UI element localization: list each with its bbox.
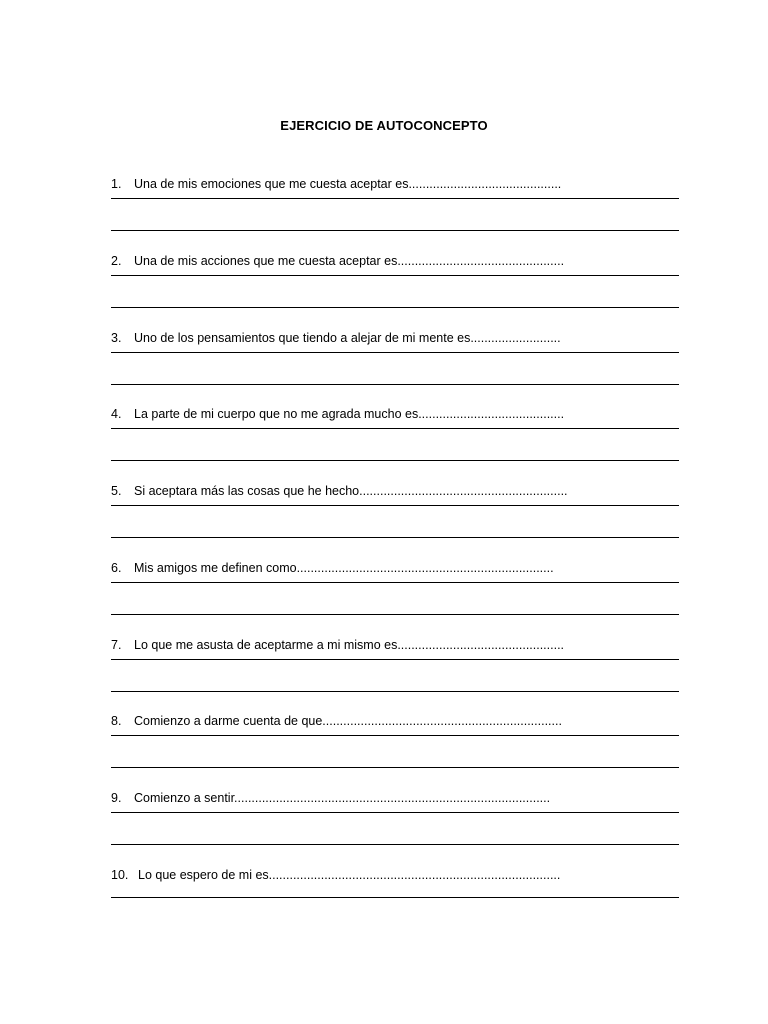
question-item-3 (111, 330, 679, 406)
question-prompt: Una de mis acciones que me cuesta aceptar es................................................ (134, 254, 565, 268)
question-number: 10. (111, 868, 129, 882)
answer-line[interactable] (111, 230, 679, 231)
answer-line[interactable] (111, 352, 679, 353)
question-item-10 (111, 867, 679, 943)
question-item-8 (111, 713, 679, 789)
question-number: 5. (111, 484, 122, 498)
question-number: 7. (111, 638, 122, 652)
question-text (111, 713, 562, 729)
question-number: 1. (111, 177, 122, 191)
question-prompt: Si aceptara más las cosas que he hecho............................................................ (134, 484, 568, 498)
question-item-2 (111, 253, 679, 329)
question-item-1 (111, 176, 679, 252)
question-prompt: Comienzo a sentir........................................................................................... (134, 791, 551, 805)
answer-line[interactable] (111, 582, 679, 583)
answer-line[interactable] (111, 384, 679, 385)
question-prompt: Lo que espero de mi es.................................................................................... (138, 868, 561, 882)
answer-line[interactable] (111, 307, 679, 308)
question-text (111, 867, 560, 883)
answer-line[interactable] (111, 897, 679, 898)
answer-line[interactable] (111, 614, 679, 615)
question-text (111, 406, 564, 422)
question-prompt: Uno de los pensamientos que tiendo a alejar de mi mente es.......................... (134, 331, 561, 345)
question-prompt: Comienzo a darme cuenta de que..................................................................... (134, 714, 562, 728)
answer-line[interactable] (111, 659, 679, 660)
question-prompt: Lo que me asusta de aceptarme a mi mismo es................................................ (134, 638, 565, 652)
question-item-4 (111, 406, 679, 482)
answer-line[interactable] (111, 198, 679, 199)
question-item-9 (111, 790, 679, 866)
answer-line[interactable] (111, 691, 679, 692)
question-number: 9. (111, 791, 122, 805)
question-text (111, 637, 564, 653)
answer-line[interactable] (111, 812, 679, 813)
answer-line[interactable] (111, 767, 679, 768)
question-prompt: Una de mis emociones que me cuesta aceptar es............................................ (134, 177, 562, 191)
question-number: 8. (111, 714, 122, 728)
answer-line[interactable] (111, 460, 679, 461)
answer-line[interactable] (111, 275, 679, 276)
answer-line[interactable] (111, 428, 679, 429)
answer-line[interactable] (111, 505, 679, 506)
question-number: 3. (111, 331, 122, 345)
question-text (111, 790, 550, 806)
answer-line[interactable] (111, 537, 679, 538)
question-number: 6. (111, 561, 122, 575)
question-prompt: Mis amigos me definen como.......................................................................... (134, 561, 554, 575)
question-number: 2. (111, 254, 122, 268)
question-text (111, 330, 561, 346)
answer-line[interactable] (111, 735, 679, 736)
question-text (111, 483, 568, 499)
question-prompt: La parte de mi cuerpo que no me agrada mucho es.......................................... (134, 407, 565, 421)
answer-line[interactable] (111, 844, 679, 845)
question-item-5 (111, 483, 679, 559)
question-item-6 (111, 560, 679, 636)
question-item-7 (111, 637, 679, 713)
question-number: 4. (111, 407, 122, 421)
question-text (111, 176, 561, 192)
page-title: EJERCICIO DE AUTOCONCEPTO (280, 118, 488, 133)
question-text (111, 253, 564, 269)
question-text (111, 560, 554, 576)
